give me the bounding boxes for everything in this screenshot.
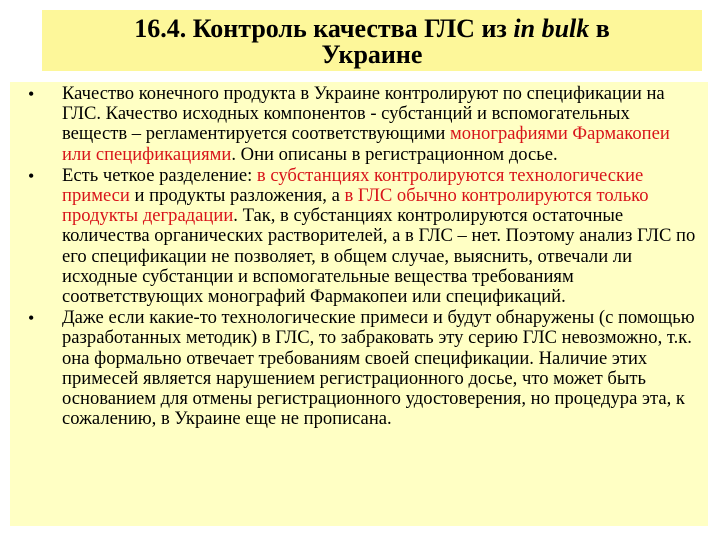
title-italic-term: in bulk [513,14,590,43]
bullet-marker: • [28,165,35,186]
bullet-marker: • [28,308,35,329]
highlight-text: монографиями Фармакопеи или спецификациями [62,123,670,165]
content-panel [10,82,708,526]
title-line-2: Украине [321,40,423,69]
bullet-marker: • [28,84,35,104]
slide-title [42,10,702,71]
highlight-text: в ГЛС обычно контролируются только продукты деградации [62,185,649,227]
bullet-item-2: • Есть четкое разделение: в субстанциях контролируются технологические примеси и продукты разложения, а в ГЛС обычно контролируются только продукты деградации. Так, в субстанциях контролируются остаточные количества органических растворителей, а в ГЛС – нет. Поэтому анализ ГЛС по его спецификации не позволяет, в общем случае, выяснить, отвечали ли исходные субстанции и вспомогательные вещества требованиям соответствующих монографий Фармакопеи или спецификаций. [28,164,696,308]
title-line-1: 16.4. Контроль качества ГЛС из in bulk в [134,14,610,43]
bullet-item-1: • Качество конечного продукта в Украине контролируют по спецификации на ГЛС. Качество исходных компонентов - субстанций и вспомогательных веществ – регламентируется соответствующими монографиями Фармакопеи или спецификациями. Они описаны в регистрационном досье. [28,83,670,165]
highlight-text: в субстанциях контролируются технологические примеси [62,164,644,207]
bullet-item-3: • Даже если какие-то технологические примеси и будут обнаружены (с помощью разработанных методик) в ГЛС, то забраковать эту серию ГЛС невозможно, т.к. она формально отвечает требованиям своей спецификации. Наличие этих примесей является нарушением регистрационного досье, что может быть основанием для отмены регистрационного удостоверения, но процедура эта, к сожалению, в Украине еще не прописана. [28,307,695,430]
